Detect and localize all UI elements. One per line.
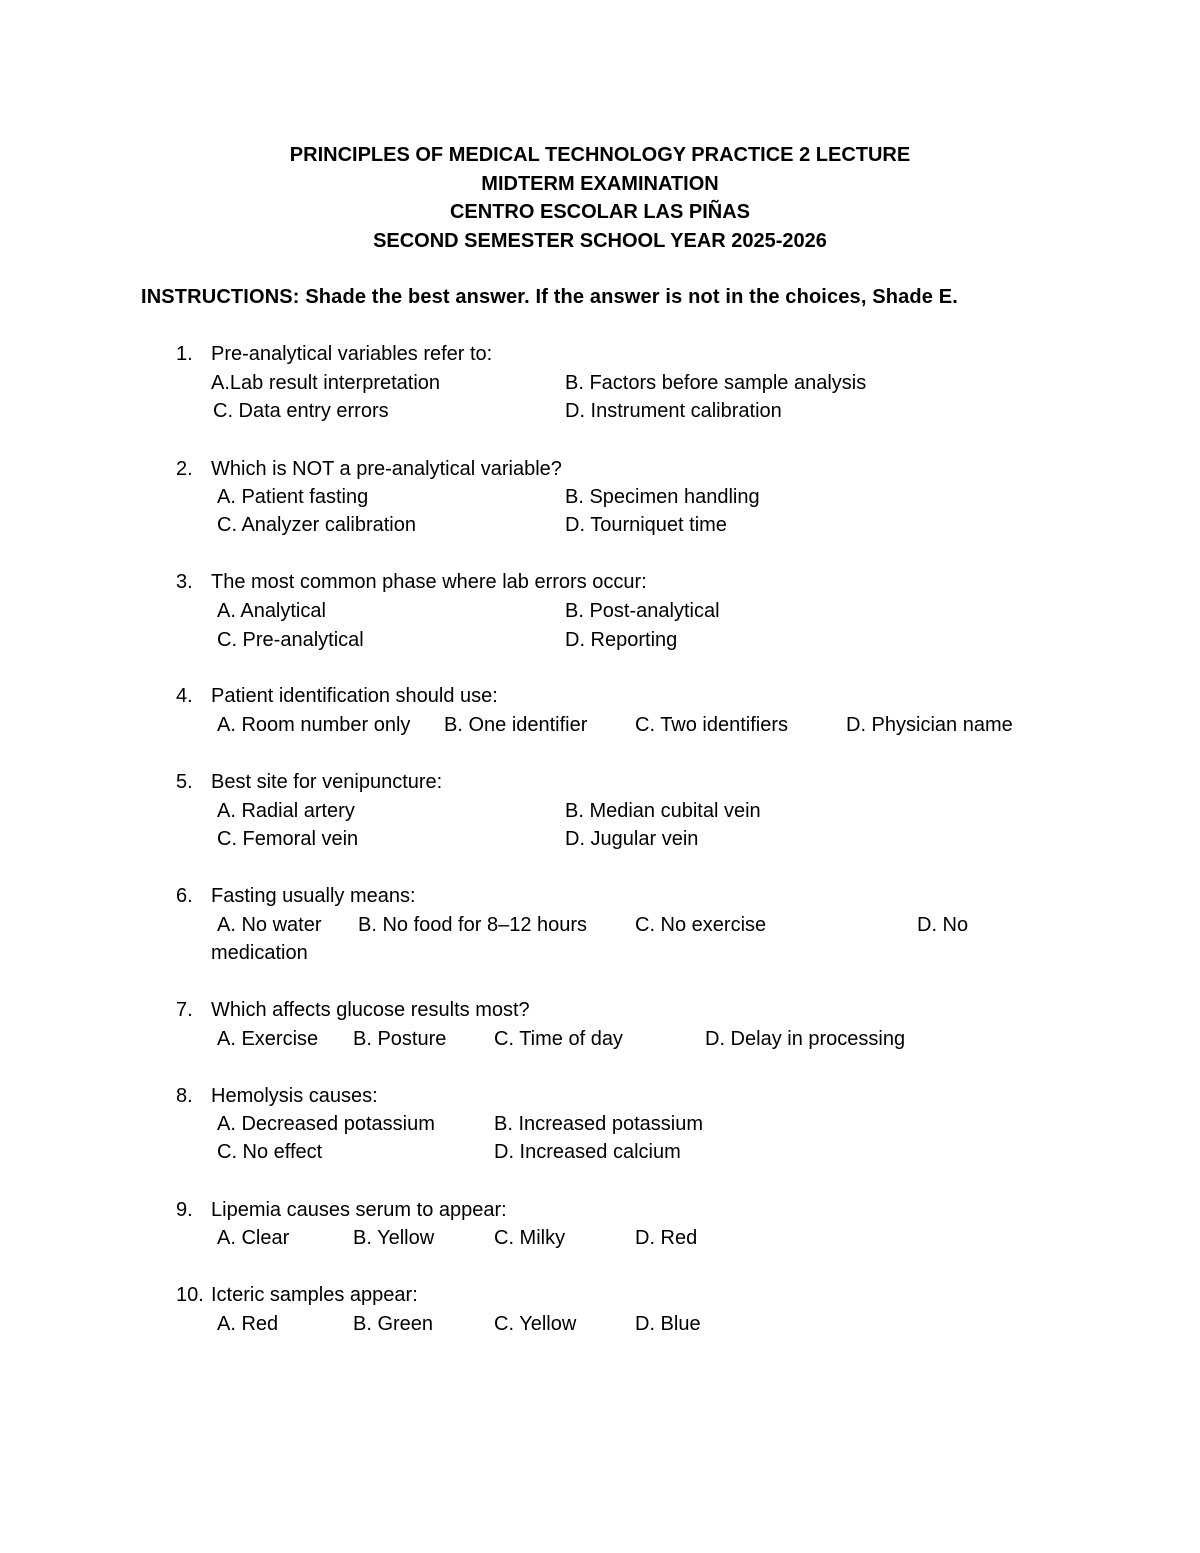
option-a: A. Red: [217, 1313, 279, 1335]
option-a: A. Room number only: [217, 714, 411, 736]
option-a: A.Lab result interpretation: [211, 372, 441, 394]
question-number: 4.: [176, 685, 193, 707]
option-c: C. Data entry errors: [213, 400, 389, 422]
question-number: 9.: [176, 1199, 193, 1221]
question-stem: Fasting usually means:: [211, 885, 416, 907]
question-stem: Icteric samples appear:: [211, 1284, 418, 1306]
question-stem: Which is NOT a pre-analytical variable?: [211, 458, 562, 480]
semester-label: SECOND SEMESTER SCHOOL YEAR 2025-2026: [373, 230, 827, 253]
question-number: 8.: [176, 1085, 193, 1107]
option-b: B. Posture: [353, 1028, 447, 1050]
option-b: B. No food for 8–12 hours: [358, 914, 588, 936]
option-a: A. Decreased potassium: [217, 1113, 435, 1135]
question-stem: Hemolysis causes:: [211, 1085, 378, 1107]
question-number: 10.: [176, 1284, 204, 1306]
question-number: 6.: [176, 885, 193, 907]
question-number: 5.: [176, 771, 193, 793]
option-b: B. One identifier: [444, 714, 588, 736]
option-d: D. Blue: [635, 1313, 701, 1335]
option-a: A. Clear: [217, 1227, 290, 1249]
option-d: D. Instrument calibration: [565, 400, 782, 422]
question-number: 3.: [176, 571, 193, 593]
option-d: D. Reporting: [565, 629, 678, 651]
option-b: B. Yellow: [353, 1227, 435, 1249]
option-c: C. Pre-analytical: [217, 629, 364, 651]
option-a: A. Patient fasting: [217, 486, 369, 508]
option-c: C. Femoral vein: [217, 828, 359, 850]
question-stem: Pre-analytical variables refer to:: [211, 343, 493, 365]
exam-header: [0, 141, 1200, 256]
option-d: D. Jugular vein: [565, 828, 699, 850]
option-d-continued: medication: [211, 942, 308, 964]
question-number: 1.: [176, 343, 193, 365]
option-a: A. No water: [217, 914, 322, 936]
option-d: D. Physician name: [846, 714, 1013, 736]
option-c: C. Milky: [494, 1227, 566, 1249]
question-stem: The most common phase where lab errors occur:: [211, 571, 647, 593]
option-d: D. Red: [635, 1227, 698, 1249]
option-b: B. Post-analytical: [565, 600, 720, 622]
question-stem: Patient identification should use:: [211, 685, 498, 707]
question-number: 7.: [176, 999, 193, 1021]
question-stem: Which affects glucose results most?: [211, 999, 530, 1021]
option-c: C. No exercise: [635, 914, 767, 936]
option-c: C. Yellow: [494, 1313, 577, 1335]
option-b: B. Factors before sample analysis: [565, 372, 867, 394]
option-c: C. Analyzer calibration: [217, 514, 416, 536]
question-stem: Lipemia causes serum to appear:: [211, 1199, 507, 1221]
school-name: CENTRO ESCOLAR LAS PIÑAS: [449, 201, 751, 224]
question-number: 2.: [176, 458, 193, 480]
instructions: INSTRUCTIONS: Shade the best answer. If the answer is not in the choices, Shade E.: [141, 286, 958, 308]
option-d: D. Tourniquet time: [565, 514, 727, 536]
option-a: A. Exercise: [217, 1028, 319, 1050]
option-a: A. Radial artery: [217, 800, 355, 822]
exam-title: MIDTERM EXAMINATION: [481, 172, 719, 195]
option-d: D. Increased calcium: [494, 1141, 681, 1163]
option-b: B. Increased potassium: [494, 1113, 703, 1135]
course-title: PRINCIPLES OF MEDICAL TECHNOLOGY PRACTICE 2 LECTURE: [289, 144, 911, 166]
option-d: D. No: [917, 914, 969, 936]
option-a: A. Analytical: [217, 600, 326, 622]
option-b: B. Green: [353, 1313, 434, 1335]
option-d: D. Delay in processing: [705, 1028, 906, 1050]
option-c: C. No effect: [217, 1141, 323, 1163]
option-b: B. Median cubital vein: [565, 800, 761, 822]
option-c: C. Time of day: [494, 1028, 623, 1050]
option-c: C. Two identifiers: [635, 714, 789, 736]
option-b: B. Specimen handling: [565, 486, 760, 508]
question-stem: Best site for venipuncture:: [211, 771, 443, 793]
